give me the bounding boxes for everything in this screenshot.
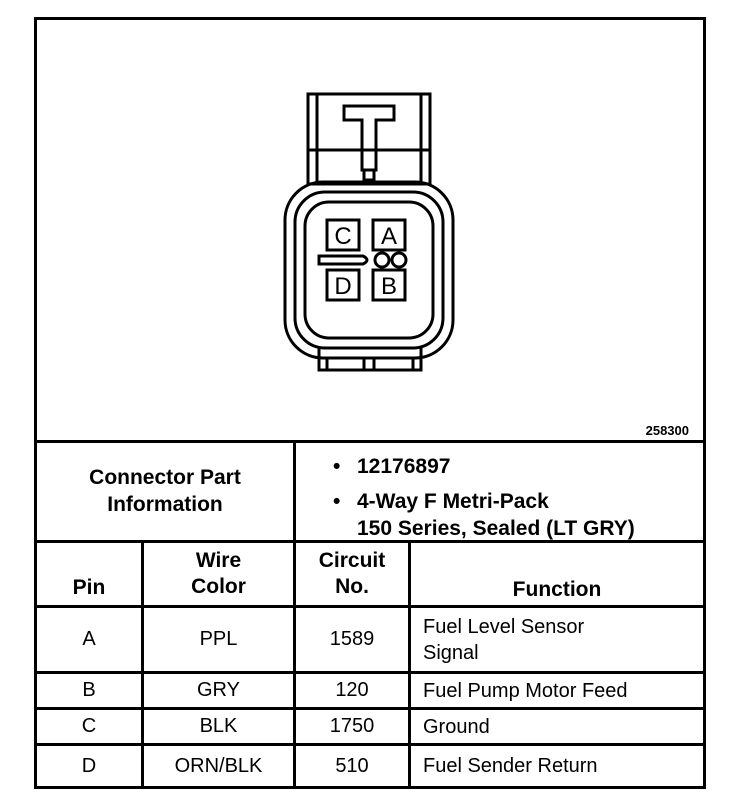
table-row-wire: GRY bbox=[197, 679, 240, 701]
header-pin: Pin bbox=[72, 576, 106, 599]
connector-face-drawing bbox=[37, 20, 703, 440]
cavity-label-c: C bbox=[334, 223, 352, 250]
table-row-function: Fuel Level Sensor Signal bbox=[423, 615, 585, 664]
cavity-label-d: D bbox=[334, 273, 352, 300]
table-row-circuit: 120 bbox=[335, 679, 369, 701]
description-line-1: 4-Way F Metri-Pack bbox=[357, 490, 549, 513]
table-row-circuit: 510 bbox=[335, 754, 369, 777]
title-line-1: Connector Part bbox=[89, 466, 241, 489]
header-circuit-no: Circuit No. bbox=[318, 549, 386, 598]
bullet-icon: • bbox=[333, 490, 341, 513]
table-row-circuit: 1750 bbox=[329, 715, 375, 737]
connector-diagram bbox=[37, 20, 703, 440]
cavity-label-a: A bbox=[380, 223, 398, 250]
connector-part-info-title bbox=[37, 442, 293, 540]
table-row-pin: B bbox=[82, 679, 96, 701]
part-number-item bbox=[333, 453, 635, 480]
table-row-wire: BLK bbox=[199, 715, 238, 737]
description-line-2: 150 Series, Sealed (LT GRY) bbox=[357, 517, 635, 540]
part-number: 12176897 bbox=[357, 455, 451, 478]
table-row-pin: C bbox=[81, 715, 97, 737]
table-row-function: Fuel Sender Return bbox=[423, 755, 598, 777]
table-row-wire: ORN/BLK bbox=[174, 754, 263, 777]
table-row-function: Fuel Pump Motor Feed bbox=[423, 679, 628, 702]
header-function: Function bbox=[512, 578, 602, 601]
connector-sheet bbox=[34, 17, 706, 789]
connector-part-info-list bbox=[333, 453, 635, 542]
title-line-2: Information bbox=[107, 493, 223, 516]
bullet-icon: • bbox=[333, 455, 341, 478]
header-wire-color: Wire Color bbox=[191, 549, 246, 598]
figure-number: 258300 bbox=[645, 423, 689, 438]
cavity-label-b: B bbox=[380, 273, 398, 300]
table-row-pin: A bbox=[82, 628, 96, 650]
table-row-pin: D bbox=[81, 754, 97, 777]
table-row-circuit: 1589 bbox=[329, 628, 375, 650]
description-item bbox=[333, 488, 635, 515]
table-row-wire: PPL bbox=[199, 628, 238, 650]
table-row-function: Ground bbox=[423, 715, 490, 738]
